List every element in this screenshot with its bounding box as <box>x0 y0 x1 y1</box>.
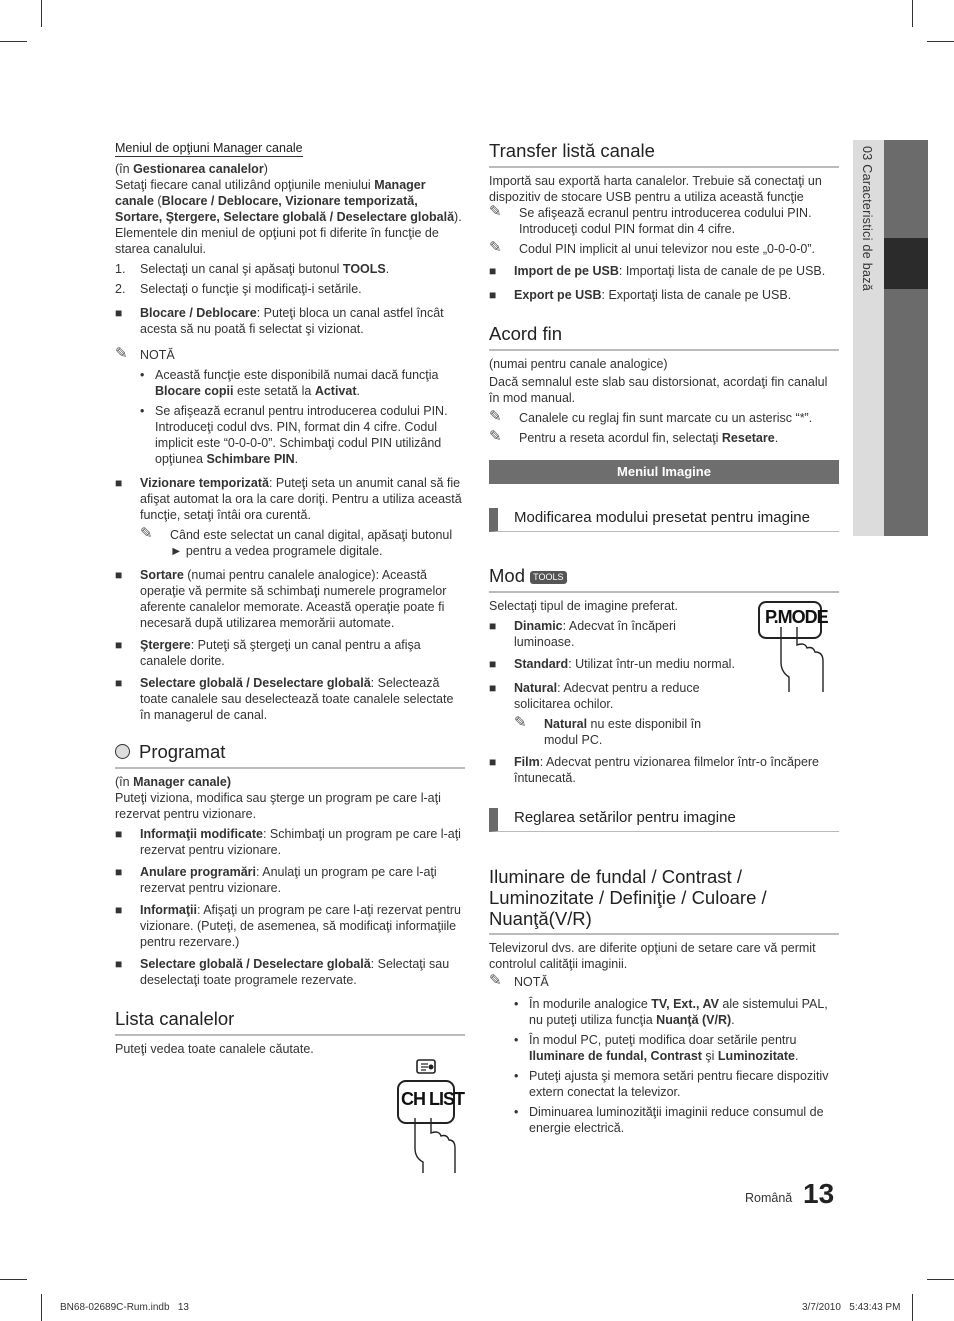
pencil-icon: ✎ <box>115 345 128 362</box>
note-header-right: ✎ NOTĂ <box>489 972 549 989</box>
side-tab-label: 03 Caracteristici de bază <box>860 146 874 292</box>
crop-mark <box>912 1294 913 1321</box>
pencil-icon: ✎ <box>140 525 153 542</box>
pencil-icon: ✎ <box>514 714 527 731</box>
fine-tune-sub: (numai pentru canale analogice) <box>489 357 668 371</box>
programat-intro: Puteţi viziona, modifica sau şterge un program pe care l-aţi rezervat pentru vizionare. <box>115 791 441 821</box>
lock-note-2: • Se afişează ecranul pentru introducerea codului PIN. Introduceţi codul dvs. PIN, format din 4 cifre. Codul implicit este “0-0-0-0”. Schimbaţi codul PIN utilizând opţiunea Schimbare PIN. <box>115 403 465 467</box>
fine-tune-note-2: ✎ Pentru a reseta acordul fin, selectaţi Resetare. <box>489 428 779 445</box>
pencil-icon: ✎ <box>489 203 502 220</box>
subsection-preset-mode: Modificarea modului presetat pentru imagine <box>489 508 839 532</box>
item-film: ■ Film: Adecvat pentru vizionarea filmelor într-o încăpere întunecată. <box>489 754 839 786</box>
fine-tune-note-1: ✎ Canalele cu reglaj fin sunt marcate cu un asterisc “*”. <box>489 408 813 425</box>
pencil-icon: ✎ <box>489 972 502 989</box>
item-lock: ■ Blocare / Deblocare: Puteţi bloca un canal astfel încât acesta să nu poată fi selectat şi vizionat. <box>115 305 465 337</box>
natural-note: ✎ Natural nu este disponibil în modul PC. <box>514 714 702 747</box>
tools-badge: TOOLS <box>530 571 566 584</box>
item-info-modified: ■ Informaţii modificate: Schimbaţi un program pe care l-aţi rezervat pentru vizionare. <box>115 826 465 858</box>
channel-list-text: Puteţi vedea toate canalele căutate. <box>115 1042 314 1056</box>
crop-mark <box>41 0 42 27</box>
manager-options-title: Meniul de opţiuni Manager canale <box>115 141 303 155</box>
note-header: ✎ NOTĂ <box>115 345 175 362</box>
step-1: 1. Selectaţi un canal şi apăsaţi butonul TOOLS. <box>115 262 390 276</box>
item-select-all-prog: ■ Selectare globală / Deselectare globală: Selectaţi sau deselectaţi toate programele rezervate. <box>115 956 465 988</box>
side-tab-dark <box>884 140 928 536</box>
transfer-note-1: ✎ Se afişează ecranul pentru introducerea codului PIN. Introduceţi codul PIN format din 4 cifre. <box>489 203 812 236</box>
backlight-note-2: • În modul PC, puteţi modifica doar setările pentru Iluminare de fundal, Contrast şi Luminozitate. <box>489 1032 839 1064</box>
lock-note-1: • Această funcţie este disponibilă numai dacă funcţia Blocare copii este setată la Activat. <box>115 367 465 399</box>
section-fine-tune: Acord fin <box>489 323 839 351</box>
manager-options-sub: (în Gestionarea canalelor) <box>115 162 268 176</box>
pencil-icon: ✎ <box>489 428 502 445</box>
item-delete: ■ Ştergere: Puteţi să ştergeţi un canal pentru a afişa canalele dorite. <box>115 637 465 669</box>
transfer-note-2: ✎ Codul PIN implicit al unui televizor nou este „0-0-0-0”. <box>489 239 815 256</box>
item-import-usb: ■ Import de pe USB: Importaţi lista de canale de pe USB. <box>489 263 839 279</box>
backlight-intro: Televizorul dvs. are diferite opţiuni de setare care vă permit controlul calităţii imaginii. <box>489 941 816 971</box>
page-number: 13 <box>803 1178 835 1209</box>
side-tab-marker <box>884 238 928 289</box>
clock-icon <box>115 744 130 759</box>
item-dynamic: ■ Dinamic: Adecvat în încăperi luminoase. <box>489 618 699 650</box>
item-timer: ■ Vizionare temporizată: Puteţi seta un anumit canal să fie afişat automat la ora la care doriţi. Pentru a utiliza această funcţie, setaţi întâi ora curentă. <box>115 475 465 523</box>
item-select-all: ■ Selectare globală / Deselectare globală: Selectează toate canalele sau deselectează toate canalele selectate în managerul de canal. <box>115 675 465 723</box>
crop-mark <box>41 1294 42 1321</box>
crop-mark <box>927 1279 954 1280</box>
item-sort: ■ Sortare (numai pentru canalele analogice): Această operaţie vă permite să schimbaţi numerele programelor aferente canalelor memorate. Această operaţie poate fi necesară după utilizarea memorării automate. <box>115 567 465 631</box>
section-channel-list: Lista canalelor <box>115 1008 465 1036</box>
menu-picture-bar: Meniul Imagine <box>489 460 839 484</box>
mode-intro: Selectaţi tipul de imagine preferat. <box>489 599 678 613</box>
pmode-button-label: P.MODE <box>765 607 828 627</box>
manager-options-intro: Setaţi fiecare canal utilizând opţiunile meniului Manager canale (Blocare / Deblocare, Vizionare temporizată, Sortare, Ştergere, Selectare globală / Deselectare globală). Elementele din meniul de opţiuni pot fi diferite în funcţie de starea canalului. <box>115 178 462 256</box>
subsection-picture-settings: Reglarea setărilor pentru imagine <box>489 808 839 832</box>
section-programat: Programat <box>115 741 465 769</box>
backlight-note-1: • În modurile analogice TV, Ext., AV ale sistemului PAL, nu puteţi utiliza funcţia Nuanţă (V/R). <box>489 996 839 1028</box>
programat-sub: (în Manager canale) <box>115 775 232 789</box>
ch-list-remote-illustration <box>395 1058 465 1173</box>
backlight-note-3: • Puteţi ajusta şi memora setări pentru fiecare dispozitiv extern conectat la televizor. <box>489 1068 839 1100</box>
section-transfer: Transfer listă canale <box>489 140 839 168</box>
step-2: 2. Selectaţi o funcţie şi modificaţi-i setările. <box>115 282 362 296</box>
crop-mark <box>927 41 954 42</box>
timer-note: ✎ Când este selectat un canal digital, apăsaţi butonul ► pentru a vedea programele digitale. <box>140 525 453 558</box>
section-backlight: Iluminare de fundal / Contrast / Luminozitate / Definiţie / Culoare / Nuanţă(V/R) <box>489 866 839 935</box>
item-info: ■ Informaţii: Afişaţi un program pe care l-aţi rezervat pentru vizionare. (Puteţi, de asemenea, să modificaţi informaţiile pentru rezervare.) <box>115 902 465 950</box>
pencil-icon: ✎ <box>489 239 502 256</box>
transfer-intro: Importă sau exportă harta canalelor. Trebuie să conectaţi un dispozitiv de stocare USB pentru a utiliza această funcţie <box>489 174 822 204</box>
footer-file: BN68-02689C-Rum.indb 13 <box>60 1302 189 1313</box>
crop-mark <box>0 1279 27 1280</box>
fine-tune-intro: Dacă semnalul este slab sau distorsionat, acordaţi fin canalul în mod manual. <box>489 375 828 405</box>
footer-datetime: 3/7/2010 5:43:43 PM <box>802 1302 901 1313</box>
section-mode: Mod TOOLS <box>489 565 839 593</box>
pmode-remote-illustration <box>757 597 829 692</box>
crop-mark <box>0 41 27 42</box>
hand-pointer-icon <box>395 1058 465 1173</box>
ch-list-button-label: CH LIST <box>401 1089 464 1109</box>
pencil-icon: ✎ <box>489 408 502 425</box>
crop-mark <box>912 0 913 27</box>
left-column <box>115 140 465 1061</box>
item-natural: ■ Natural: Adecvat pentru a reduce solicitarea ochilor. <box>489 680 729 712</box>
item-export-usb: ■ Export pe USB: Exportaţi lista de canale pe USB. <box>489 287 839 303</box>
item-cancel: ■ Anulare programări: Anulaţi un program pe care l-aţi rezervat pentru vizionare. <box>115 864 465 896</box>
backlight-note-4: • Diminuarea luminozităţii imaginii reduce consumul de energie electrică. <box>489 1104 839 1136</box>
footer-language: Română <box>745 1191 793 1205</box>
item-standard: ■ Standard: Utilizat într-un mediu normal. <box>489 656 839 672</box>
